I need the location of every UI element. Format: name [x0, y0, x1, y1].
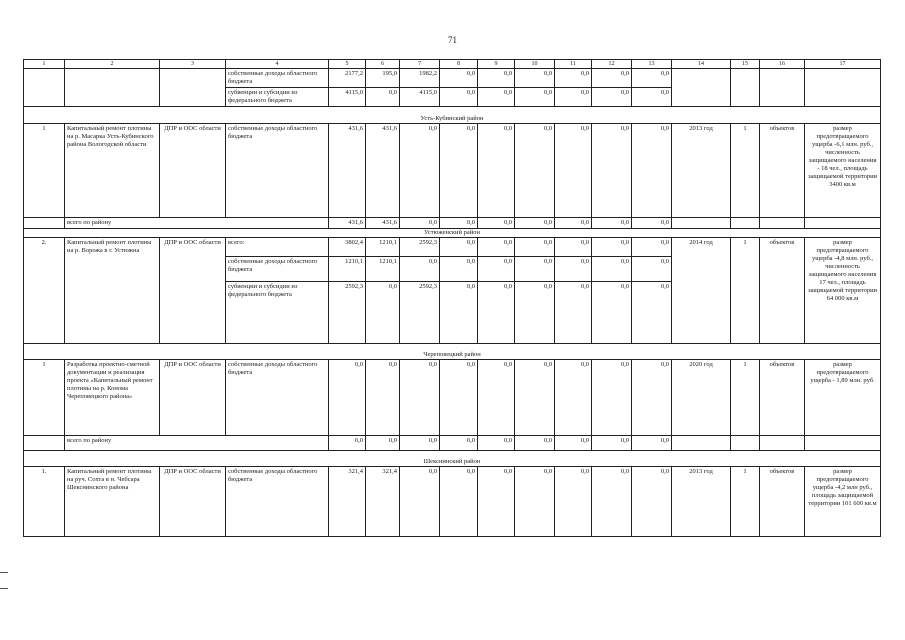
amount: 0,0 [555, 282, 592, 344]
unit: объектов [760, 467, 805, 537]
column-number: 10 [515, 60, 555, 69]
amount: 0,0 [555, 69, 592, 88]
expected-effect: размер предотвращаемого ущерба -4,8 млн. руб., численность защищаемого населения 17 чел., площадь защищаемой территории 64 000 кв.м [805, 238, 881, 344]
region-title: Устюженский район [24, 229, 881, 238]
amount: 2177,2 [329, 69, 366, 88]
amount: 2592,3 [329, 282, 366, 344]
amount: 0,0 [329, 436, 366, 451]
total-label: всего по району [65, 436, 329, 451]
funding-source: собственные доходы областного бюджета [226, 467, 329, 537]
amount: 0,0 [440, 467, 478, 537]
amount: 0,0 [400, 218, 440, 229]
expected-effect: размер предотвращаемого ущерба -4,2 млн руб., площадь защищаемой территории 101 600 кв.м [805, 467, 881, 537]
total-row [24, 218, 881, 229]
amount: 0,0 [440, 218, 478, 229]
amount: 1210,1 [366, 257, 400, 282]
amount: 431,6 [329, 218, 366, 229]
amount: 0,0 [632, 360, 672, 436]
funding-source: собственные доходы областного бюджета [226, 124, 329, 218]
amount: 0,0 [592, 88, 632, 107]
column-number-row [24, 60, 881, 69]
row-number: 2. [24, 238, 65, 344]
completion-year: 2014 год [672, 238, 731, 344]
amount: 0,0 [440, 238, 478, 257]
amount: 0,0 [440, 69, 478, 88]
amount: 0,0 [478, 124, 515, 218]
table-row [24, 467, 881, 537]
region-row [24, 451, 881, 467]
amount: 0,0 [400, 436, 440, 451]
amount: 0,0 [515, 218, 555, 229]
amount: 0,0 [440, 124, 478, 218]
region-row [24, 344, 881, 360]
column-number: 1 [24, 60, 65, 69]
amount: 0,0 [515, 282, 555, 344]
column-number: 12 [592, 60, 632, 69]
program-table [23, 59, 881, 537]
amount: 431,6 [366, 124, 400, 218]
expected-effect: размер предотвращаемого ущерба -6,1 млн. руб., численность защищаемого населения - 18 чел., площадь защищаемой территории 3400 кв.м [805, 124, 881, 218]
amount: 0,0 [555, 238, 592, 257]
amount: 0,0 [366, 282, 400, 344]
amount: 0,0 [592, 218, 632, 229]
completion-year: 2020 год [672, 360, 731, 436]
amount: 1982,2 [400, 69, 440, 88]
amount: 0,0 [478, 257, 515, 282]
amount: 0,0 [555, 124, 592, 218]
page-number: 71 [448, 35, 457, 45]
funding-source: субвенции и субсидии из федерального бюджета [226, 88, 329, 107]
region-title: Череповецкий район [24, 344, 881, 360]
column-number: 4 [226, 60, 329, 69]
executor: ДПР и ООС области [160, 238, 226, 344]
executor: ДПР и ООС области [160, 360, 226, 436]
amount: 0,0 [440, 282, 478, 344]
amount: 0,0 [400, 124, 440, 218]
total-row [24, 436, 881, 451]
amount: 0,0 [478, 436, 515, 451]
unit: объектов [760, 360, 805, 436]
table-row [24, 238, 881, 257]
amount: 3802,4 [329, 238, 366, 257]
amount: 2592,3 [400, 238, 440, 257]
amount: 0,0 [440, 88, 478, 107]
funding-source: собственные доходы областного бюджета [226, 257, 329, 282]
column-number: 14 [672, 60, 731, 69]
completion-year: 2013 год [672, 124, 731, 218]
amount: 0,0 [592, 124, 632, 218]
amount: 0,0 [632, 257, 672, 282]
amount: 0,0 [555, 218, 592, 229]
amount: 0,0 [632, 218, 672, 229]
amount: 0,0 [592, 282, 632, 344]
amount: 1210,1 [329, 257, 366, 282]
object-count: 1 [731, 124, 760, 218]
row-number: 1 [24, 360, 65, 436]
amount: 0,0 [555, 467, 592, 537]
column-number: 3 [160, 60, 226, 69]
object-count: 1 [731, 238, 760, 344]
amount: 0,0 [592, 69, 632, 88]
amount: 0,0 [478, 238, 515, 257]
column-number: 9 [478, 60, 515, 69]
expected-effect: размер предотвращаемого ущерба - 1,89 млн. руб. [805, 360, 881, 436]
total-label: всего по району [65, 218, 329, 229]
amount: 0,0 [515, 238, 555, 257]
amount: 0,0 [400, 360, 440, 436]
amount: 431,6 [329, 124, 366, 218]
amount: 0,0 [478, 282, 515, 344]
column-number: 6 [366, 60, 400, 69]
amount: 0,0 [592, 467, 632, 537]
amount: 0,0 [632, 69, 672, 88]
funding-source: собственные доходы областного бюджета [226, 360, 329, 436]
amount: 0,0 [555, 360, 592, 436]
row-number: 1. [24, 467, 65, 537]
amount: 321,4 [366, 467, 400, 537]
amount: 0,0 [555, 88, 592, 107]
amount: 0,0 [592, 436, 632, 451]
amount: 0,0 [478, 69, 515, 88]
column-number: 7 [400, 60, 440, 69]
scan-mark [0, 572, 8, 573]
object-name: Капитальный ремонт плотины на руч. Сохта в н. Чебсара Шекснинского района [65, 467, 160, 537]
column-number: 8 [440, 60, 478, 69]
amount: 0,0 [515, 436, 555, 451]
column-number: 2 [65, 60, 160, 69]
amount: 0,0 [632, 88, 672, 107]
region-row [24, 107, 881, 124]
executor: ДПР и ООС области [160, 467, 226, 537]
amount: 0,0 [515, 257, 555, 282]
amount: 0,0 [366, 436, 400, 451]
table-row [24, 69, 881, 88]
amount: 0,0 [478, 360, 515, 436]
amount: 0,0 [515, 467, 555, 537]
column-number: 5 [329, 60, 366, 69]
amount: 0,0 [400, 257, 440, 282]
amount: 0,0 [400, 467, 440, 537]
column-number: 16 [760, 60, 805, 69]
amount: 321,4 [329, 467, 366, 537]
amount: 0,0 [632, 124, 672, 218]
scan-mark [0, 588, 8, 589]
region-title: Усть-Кубинский район [24, 107, 881, 124]
object-name: Капитальный ремонт плотины на р. Ворожа в г. Устюжна [65, 238, 160, 344]
amount: 4115,0 [400, 88, 440, 107]
amount: 0,0 [329, 360, 366, 436]
amount: 1210,1 [366, 238, 400, 257]
column-number: 13 [632, 60, 672, 69]
amount: 0,0 [440, 436, 478, 451]
amount: 0,0 [478, 218, 515, 229]
unit: объектов [760, 124, 805, 218]
amount: 4115,0 [329, 88, 366, 107]
amount: 0,0 [366, 360, 400, 436]
region-title: Шекснинский район [24, 451, 881, 467]
amount: 0,0 [478, 88, 515, 107]
amount: 0,0 [592, 238, 632, 257]
executor: ДПР и ООС области [160, 124, 226, 218]
column-number: 11 [555, 60, 592, 69]
funding-source: субвенции и субсидии из федерального бюджета [226, 282, 329, 344]
object-count: 1 [731, 467, 760, 537]
amount: 0,0 [632, 238, 672, 257]
amount: 195,0 [366, 69, 400, 88]
amount: 431,6 [366, 218, 400, 229]
amount: 0,0 [515, 69, 555, 88]
amount: 0,0 [515, 88, 555, 107]
row-number: 1 [24, 124, 65, 218]
funding-source: всего: [226, 238, 329, 257]
amount: 0,0 [555, 436, 592, 451]
amount: 0,0 [478, 467, 515, 537]
unit: объектов [760, 238, 805, 344]
completion-year: 2013 год [672, 467, 731, 537]
amount: 0,0 [632, 436, 672, 451]
amount: 0,0 [515, 360, 555, 436]
object-name: Капитальный ремонт плотины на р. Масарка Усть-Кубинского района Вологодской области [65, 124, 160, 218]
amount: 0,0 [440, 360, 478, 436]
amount: 0,0 [632, 467, 672, 537]
amount: 0,0 [555, 257, 592, 282]
table-row [24, 124, 881, 218]
object-name: Разработка проектно-сметной документации и реализация проекта «Капитальный ремонт плотины на р. Конома Череповецкого района» [65, 360, 160, 436]
amount: 2592,3 [400, 282, 440, 344]
table-row [24, 360, 881, 436]
funding-source: собственные доходы областного бюджета [226, 69, 329, 88]
column-number: 15 [731, 60, 760, 69]
amount: 0,0 [632, 282, 672, 344]
amount: 0,0 [440, 257, 478, 282]
column-number: 17 [805, 60, 881, 69]
amount: 0,0 [592, 257, 632, 282]
object-count: 1 [731, 360, 760, 436]
region-row [24, 229, 881, 238]
amount: 0,0 [592, 360, 632, 436]
amount: 0,0 [366, 88, 400, 107]
amount: 0,0 [515, 124, 555, 218]
